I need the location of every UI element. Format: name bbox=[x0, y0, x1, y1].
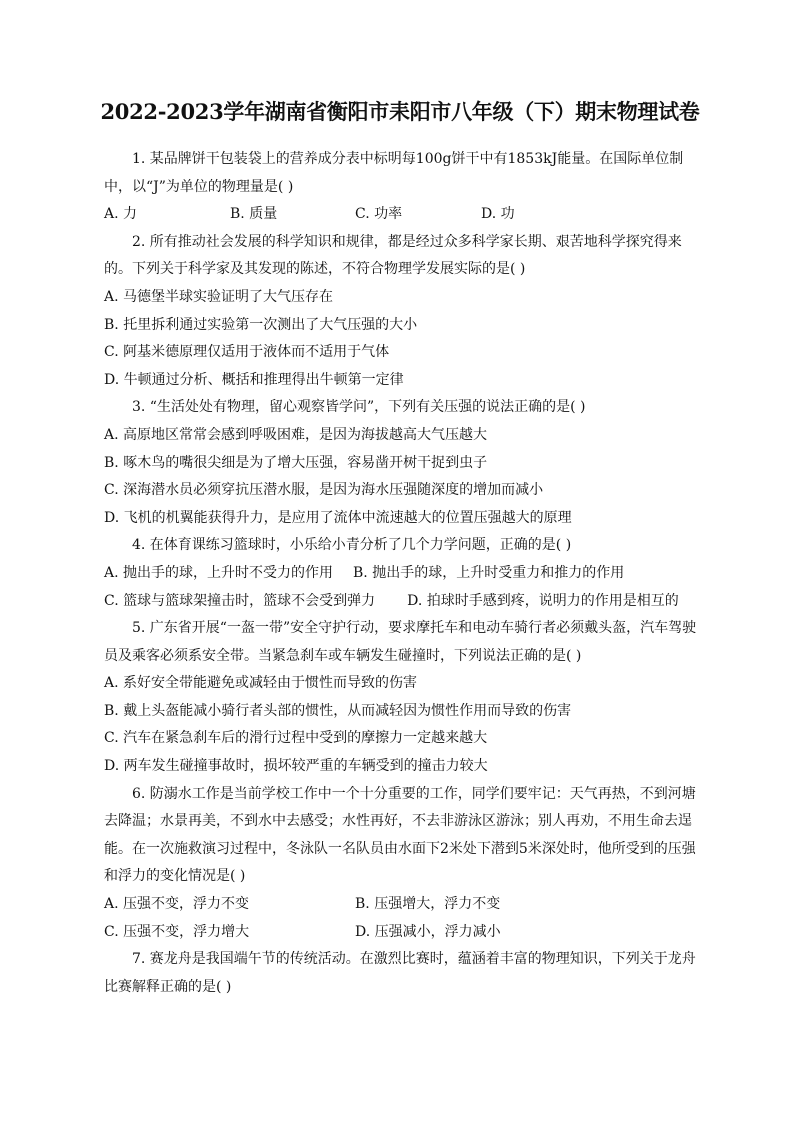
q5-option-d: D. 两车发生碰撞事故时，损坏较严重的车辆受到的撞击力较大 bbox=[104, 758, 488, 775]
q3-option-c: C. 深海潜水员必须穿抗压潜水服，是因为海水压强随深度的增加而减小 bbox=[104, 482, 544, 499]
question-4-stem: 4. 在体育课练习篮球时，小乐给小青分析了几个力学问题，正确的是( ) bbox=[132, 537, 572, 554]
question-2-stem: 2. 所有推动社会发展的科学知识和规律，都是经过众多科学家长期、艰苦地科学探究得来的。下列关于科学家及其发现的陈述，不符合物理学发展实际的是( ) bbox=[104, 233, 682, 278]
q6-options-row-2 bbox=[104, 919, 706, 947]
q4-option-c: C. 篮球与篮球架撞击时，篮球不会受到弹力 bbox=[104, 592, 376, 609]
q2-option-c: C. 阿基米德原理仅适用于液体而不适用于气体 bbox=[104, 344, 390, 361]
q2-option-a: A. 马德堡半球实验证明了大气压存在 bbox=[104, 288, 334, 305]
q4-options-row-2 bbox=[104, 588, 706, 616]
q2-option-d: D. 牛顿通过分析、概括和推理得出牛顿第一定律 bbox=[104, 371, 404, 388]
q4-option-a: A. 抛出手的球，上升时不受力的作用 bbox=[104, 564, 334, 581]
q5-option-b: B. 戴上头盔能减小骑行者头部的惯性，从而减轻因为惯性作用而导致的伤害 bbox=[104, 702, 572, 719]
question-1-options bbox=[104, 201, 706, 229]
q2-option-b: B. 托里拆利通过实验第一次测出了大气压强的大小 bbox=[104, 316, 418, 333]
question-5-stem: 5. 广东省开展“一盔一带”安全守护行动，要求摩托车和电动车骑行者必须戴头盔，汽车驾驶员及乘客必须系安全带。当紧急刹车或车辆发生碰撞时，下列说法正确的是( ) bbox=[104, 620, 697, 664]
question-1-stem: 1. 某品牌饼干包装袋上的营养成分表中标明每100g饼干中有1853kJ能量。在国际单位制中，以“J”为单位的物理量是( ) bbox=[104, 151, 684, 195]
q6-options-row-1 bbox=[104, 891, 706, 919]
q1-option-a: A. 力 bbox=[104, 206, 138, 223]
q6-option-c: C. 压强不变，浮力增大 bbox=[104, 923, 250, 940]
q3-option-b: B. 啄木鸟的嘴很尖细是为了增大压强，容易凿开树干捉到虫子 bbox=[104, 454, 488, 471]
q5-option-a: A. 系好安全带能避免或减轻由于惯性而导致的伤害 bbox=[104, 675, 418, 692]
question-6-stem: 6. 防溺水工作是当前学校工作中一个十分重要的工作，同学们要牢记：天气再热，不到河塘去降温；水景再美，不到水中去感受；水性再好，不去非游泳区游泳；别人再劝，不用生命去逞能。在一次施救演习过程中，冬泳队一名队员由水面下2米处下潜到5米深处时，他所受到的压强和浮力的变化情况是( ) bbox=[104, 785, 696, 885]
q5-option-c: C. 汽车在紧急刹车后的滑行过程中受到的摩擦力一定越来越大 bbox=[104, 730, 488, 747]
q1-option-c: C. 功率 bbox=[355, 206, 403, 223]
q6-option-a: A. 压强不变，浮力不变 bbox=[104, 896, 250, 913]
q3-option-d: D. 飞机的机翼能获得升力，是应用了流体中流速越大的位置压强越大的原理 bbox=[104, 509, 572, 526]
question-7-stem: 7. 赛龙舟是我国端午节的传统活动。在激烈比赛时，蕴涵着丰富的物理知识，下列关于龙舟比赛解释正确的是( ) bbox=[104, 951, 696, 995]
question-3-stem: 3. “生活处处有物理，留心观察皆学问”，下列有关压强的说法正确的是( ) bbox=[132, 399, 586, 416]
q6-option-d: D. 压强减小，浮力减小 bbox=[355, 923, 501, 940]
q4-option-b: B. 抛出手的球，上升时受重力和推力的作用 bbox=[353, 564, 625, 581]
q4-option-d: D. 拍球时手感到疼，说明力的作用是相互的 bbox=[407, 592, 679, 609]
q6-option-b: B. 压强增大，浮力不变 bbox=[355, 896, 501, 913]
q3-option-a: A. 高原地区常常会感到呼吸困难，是因为海拔越高大气压越大 bbox=[104, 426, 488, 443]
q1-option-d: D. 功 bbox=[481, 206, 515, 223]
q1-option-b: B. 质量 bbox=[230, 206, 278, 223]
page-title: 2022-2023学年湖南省衡阳市耒阳市八年级（下）期末物理试卷 bbox=[100, 99, 700, 124]
q4-options-row-1 bbox=[104, 560, 706, 588]
